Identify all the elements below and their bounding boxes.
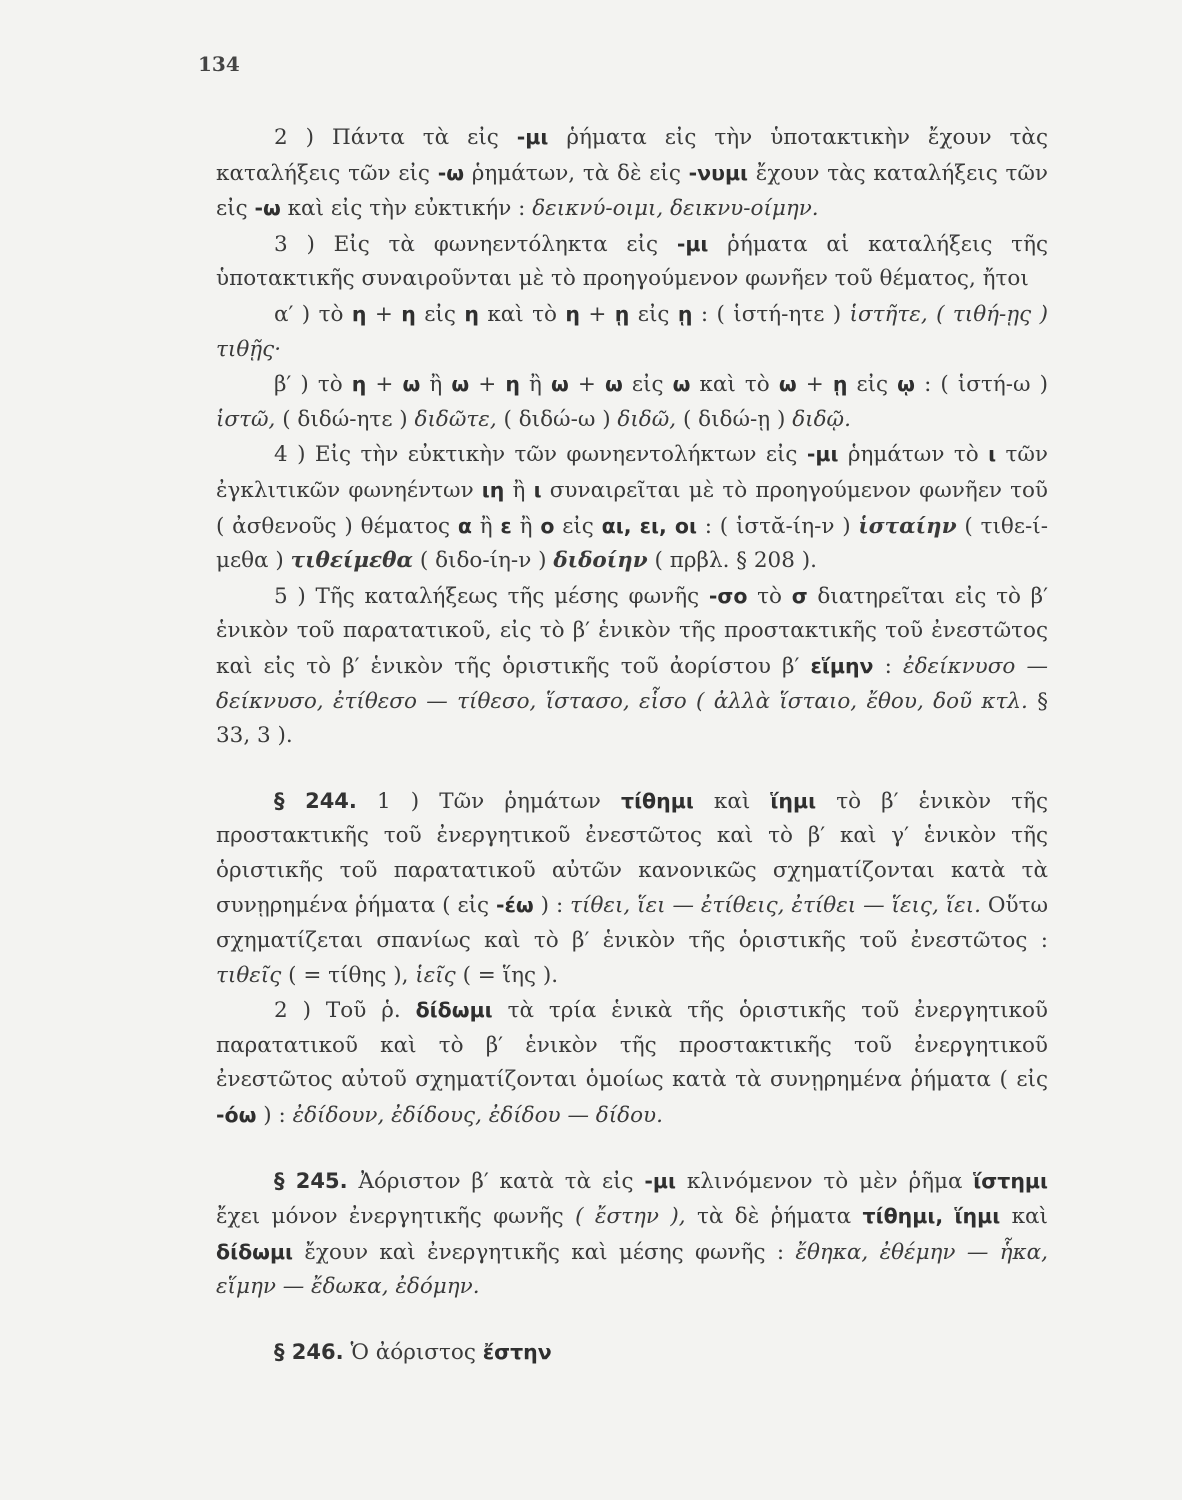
bold-term: δίδωμι [216,1239,294,1264]
bold-term: εἵμην [810,653,874,678]
text-run: τὰ τρία ἑνικὰ τῆς ὁριστικῆς τοῦ ἐνεργητικοῦ παρατατικοῦ καὶ τὸ β′ ἑνικὸν τῆς προστακτικῆς τοῦ ἐνεργητικοῦ ἐνεστῶτος αὐτοῦ σχηματίζονται ὁμοίως κατὰ τὰ συνῃρημένα ῥήματα ( εἰς [216,998,1048,1093]
bold-term: ῃ [614,301,630,326]
bold-term: ἵημι [770,788,817,813]
bold-term: η [565,301,580,326]
bold-term: -ω [437,160,465,185]
text-run: + [796,372,833,398]
text-run: + [469,372,506,398]
italic-example: διδῶ, [617,406,677,432]
italic-example: ἱστῶ, [216,406,276,432]
text-run: εἰς [622,372,673,398]
text-run: ἢ [471,513,501,539]
bold-term: ω [672,372,691,397]
text-run: ἔχουν καὶ ἐνεργητικῆς καὶ μέσης φωνῆς : [293,1239,796,1265]
italic-example: τίθει, ἵει — ἐτίθεις, ἐτίθει — ἵεις, ἵει. [570,893,981,919]
text-run: 4 ) Εἰς τὴν εὐκτικὴν τῶν φωνηεντολήκτων εἰς [274,442,807,468]
text-run: καὶ τὸ [690,372,779,398]
text-run: τὸ [747,583,792,609]
page-number: 134 [198,52,240,76]
text-run: + [568,372,605,398]
text-run: ῥήματα αἱ καταλήξεις τῆς ὑποτακτικῆς συναιροῦνται μὲ τὸ προηγούμενον φωνῆεν τοῦ θέματος, ἤτοι [216,231,1048,292]
numbered-paragraph [216,297,1048,367]
text-run: 5 ) Τῆς καταλήξεως τῆς μέσης φωνῆς [274,583,709,609]
italic-example: ἐδίδουν, ἐδίδους, ἐδίδου — δίδου. [292,1103,663,1129]
text-run: ἢ [504,477,534,503]
text-run: ἢ [420,372,452,398]
section-number: § 244. [274,788,357,813]
section-paragraph [216,784,1048,994]
text-run: ( διδώ-ω ) [496,406,618,432]
text-run: Ἀόριστον β′ κατὰ τὰ εἰς [347,1168,645,1194]
text-run: 1 ) Τῶν ῥημάτων [356,788,621,814]
bold-term: ιη [481,477,505,502]
text-run: ἢ [511,513,541,539]
numbered-paragraph [216,227,1048,297]
italic-example: ἐδείκνυσο — δείκνυσο, ἐτίθεσο — τίθεσο, ἵστασο, εἷσο ( ἀλλὰ ἵσταιο, ἔθου, δοῦ κτλ. [216,653,1048,714]
italic-example: δεικνύ-οιμι, δεικνυ-οίμην. [532,196,819,222]
bold-term: -νυμι [688,160,749,185]
section-paragraph [216,1164,1048,1305]
text-run: καὶ [1000,1204,1048,1230]
bold-term: ἵστημι [973,1168,1048,1193]
text-run: ( διδο-ίη-ν ) [413,548,554,574]
bold-term: ἵημι [954,1204,1001,1229]
bold-term: τίθημι [620,788,694,813]
text-run: § 33, 3 ). [216,688,1048,749]
italic-example: ἱστῆτε, ( τιθή-ῃς ) τιθῇς· [216,301,1048,362]
section-paragraph [216,1335,1048,1371]
bold-italic-form: τιθείμεθα [290,548,414,574]
text-run: ἢ [519,372,551,398]
italic-example: διδῷ. [792,406,851,432]
numbered-paragraph [216,993,1048,1133]
text-run: ῥημάτων, τὰ δὲ εἰς [464,160,689,186]
text-run: ( = ἵης ). [455,962,559,988]
italic-example: ( ἔστην ), [575,1204,686,1230]
text-run: ( = τίθης ), [281,962,416,988]
text-run: + [366,372,403,398]
text-run: ) : [256,1103,293,1129]
bold-term: -ω [254,196,281,221]
bold-term: σ [791,583,808,608]
bold-term: ῳ [897,372,915,397]
text-run: ῥήματα εἰς τὴν ὑποτακτικὴν ἔχουν τὰς καταλήξεις τῶν εἰς [216,125,1048,186]
text-run: : ( ἱστή-ω ) [915,372,1048,398]
text-run: καὶ εἰς τὴν εὐκτικήν : [280,196,533,222]
bold-italic-form: διδοίην [553,548,648,574]
bold-term: ω [778,372,797,397]
bold-term: ω [451,372,470,397]
text-run: Οὕτω σχηματίζεται σπανίως καὶ τὸ β′ ἑνικὸν τῆς ὁριστικῆς τοῦ ἐνεστῶτος : [216,893,1049,954]
text-run: ) : [533,893,571,919]
bold-term: -μι [806,442,839,467]
bold-term: ι [988,442,997,467]
text-run: ( πρβλ. § 208 ). [647,548,817,574]
bold-term: ω [402,372,421,397]
text-run: εἰς [629,301,678,327]
italic-example: ἱεῖς [415,962,456,988]
text-run: : [873,653,904,679]
text-run: 2 ) Πάντα τὰ εἰς [274,125,517,150]
bold-term: η [464,301,479,326]
text-run: εἰς [847,372,898,398]
text-run: εἰς [415,301,465,327]
bold-term: -μι [516,125,549,149]
text-run: τῶν ἐγκλιτικῶν φωνηέντων [216,442,1048,503]
numbered-paragraph [216,579,1048,754]
bold-italic-form: ἱσταίην [858,513,957,539]
section-number: § 245. [274,1168,348,1193]
section-number: § 246. [274,1340,344,1364]
bold-term: η [351,301,367,326]
bold-term: -μι [676,231,709,256]
bold-term: ἔστην [482,1340,552,1364]
bold-term: η [351,372,367,397]
text-run: ἔχουν τὰς καταλήξεις τῶν εἰς [216,160,1048,222]
bold-term: τίθημι, [862,1204,944,1229]
text-run: ( τιθε-ί-μεθα ) [216,513,1048,574]
text-run: ( διδώ-ητε ) [275,406,415,432]
bold-term: δίδωμι [415,998,493,1023]
text-run: : ( ἱστή-ητε ) [692,301,850,327]
text-run: κλινόμενον τὸ μὲν ῥῆμα [676,1168,974,1194]
text-run: + [579,301,615,327]
text-run: διατηρεῖται εἰς τὸ β′ ἑνικὸν τοῦ παρατατικοῦ, εἰς τὸ β′ ἑνικὸν τῆς προστακτικῆς τοῦ ἐνεστῶτος καὶ εἰς τὸ β′ ἑνικὸν τῆς ὁριστικῆς τοῦ ἀορίστου β′ [216,583,1048,679]
italic-example: διδῶτε, [414,406,497,432]
text-run: τὰ δὲ ῥήματα [685,1204,863,1230]
text-run: εἰς [554,513,602,539]
bold-term: ε [500,513,512,538]
bold-term: -όω [216,1103,257,1128]
text-run: ῥημάτων τὸ [838,442,989,468]
bold-term: ω [551,372,569,397]
bold-term: ῃ [832,372,848,397]
bold-term: αι, ει, οι [601,513,697,538]
italic-example: ἔθηκα, ἐθέμην — ἧκα, εἵμην — ἔδωκα, ἐδόμην. [216,1239,1048,1300]
text-run: ἔχει μόνον ἐνεργητικῆς φωνῆς [216,1204,576,1230]
text-run: 3 ) Εἰς τὰ φωνηεντόληκτα εἰς [274,231,677,257]
text-body [216,120,1048,1371]
text-run: Ὁ ἀόριστος [343,1340,483,1365]
bold-term: ο [540,513,555,538]
bold-term: ι [533,477,542,502]
numbered-paragraph [216,437,1048,578]
italic-example: τιθεῖς [216,962,282,988]
bold-term: α [457,513,472,538]
bold-term: -σο [708,583,748,608]
numbered-paragraph [216,367,1048,437]
bold-term: -μι [644,1168,677,1193]
text-run: α′ ) τὸ [274,301,352,327]
text-run: 2 ) Τοῦ ῥ. [274,998,416,1024]
text-run [943,1204,954,1229]
text-run: συναιρεῖται μὲ τὸ προηγούμενον φωνῆεν τοῦ ( ἀσθενοῦς ) θέματος [216,477,1048,539]
bold-term: ω [604,372,623,397]
text-run: β′ ) τὸ [274,372,352,398]
numbered-paragraph [216,120,1048,227]
text-run: καὶ [693,788,771,814]
text-run: καὶ τὸ [478,301,566,327]
text-run: ( διδώ-ῃ ) [676,406,793,432]
bold-term: η [401,301,416,326]
bold-term: η [505,372,520,397]
text-run: τὸ β′ ἑνικὸν τῆς προστακτικῆς τοῦ ἐνεργητικοῦ ἐνεστῶτος καὶ τὸ β′ καὶ γ′ ἑνικὸν τῆς ὁριστικῆς τοῦ παρατατικοῦ αὐτῶν κανονικῶς σχηματίζονται κατὰ τὰ συνῃρημένα ῥήματα ( εἰς [216,788,1048,919]
text-run: + [366,301,402,327]
bold-term: ῃ [677,301,693,326]
text-run: : ( ἱστᾰ-ίη-ν ) [696,513,859,539]
bold-term: -έω [496,893,534,918]
